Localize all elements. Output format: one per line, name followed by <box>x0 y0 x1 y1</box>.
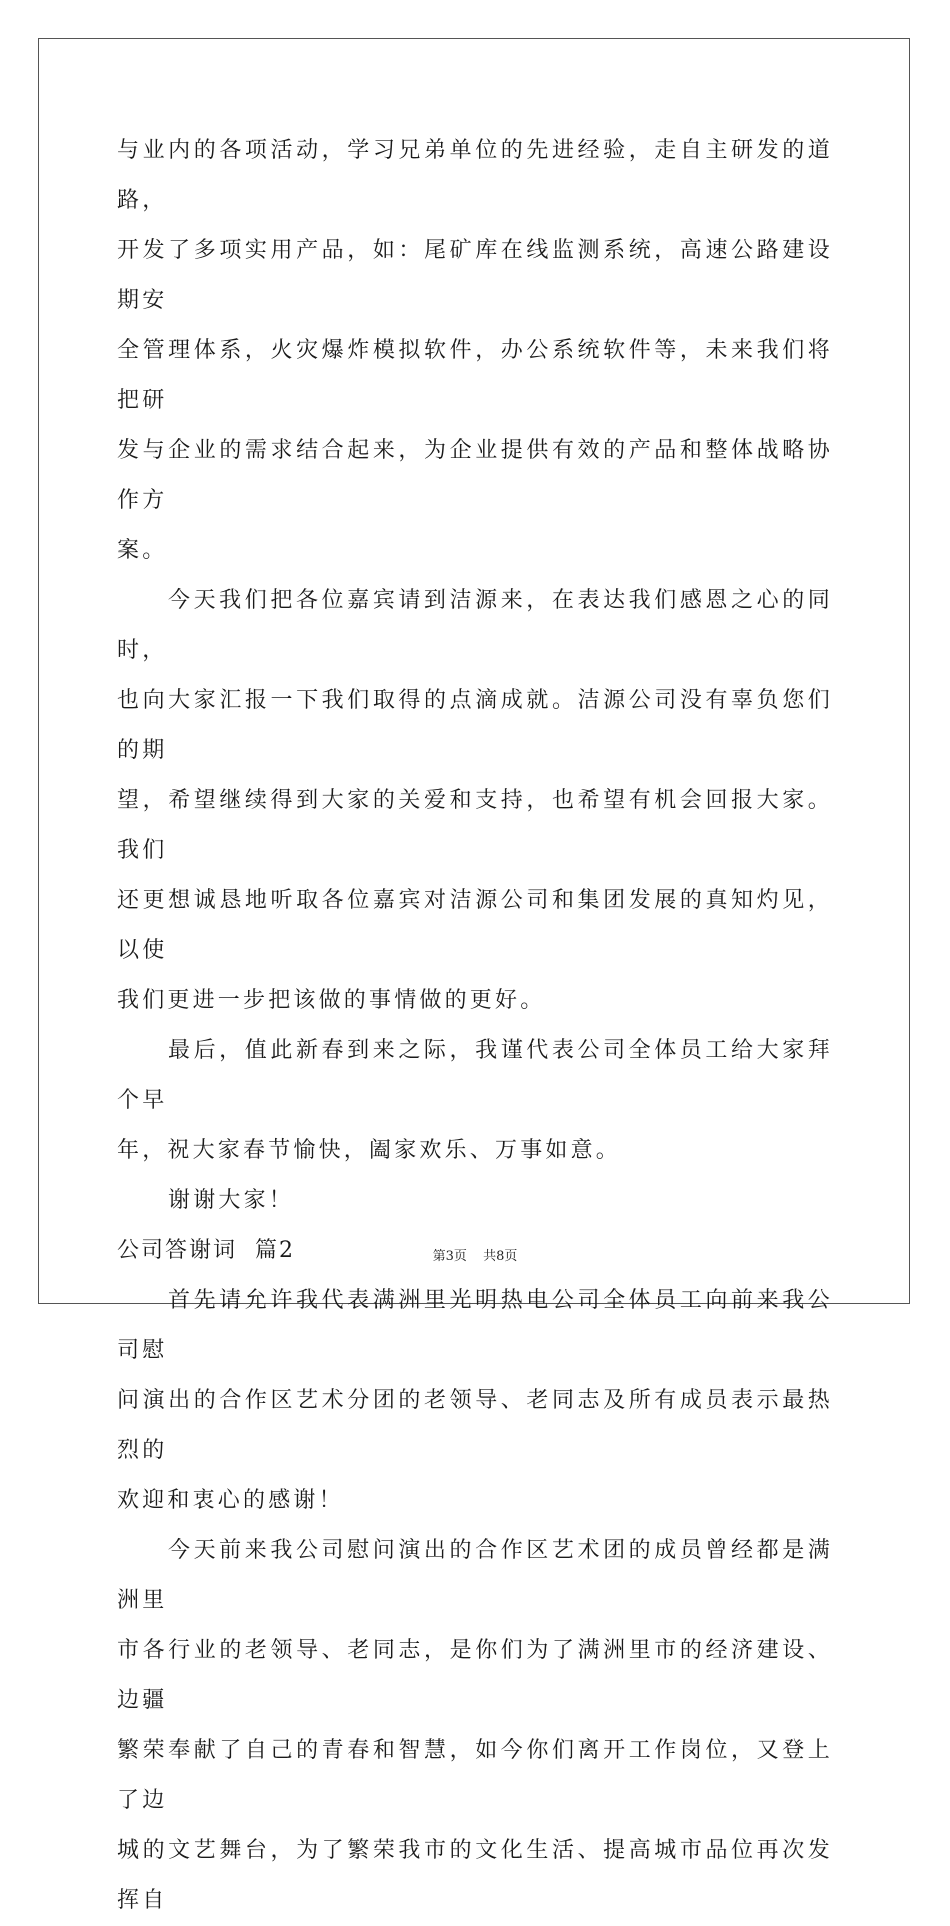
page-number: 第3页 <box>432 1249 467 1264</box>
text-line: 发与企业的需求结合起来，为企业提供有效的产品和整体战略协作方 <box>117 438 833 513</box>
document-body <box>117 126 833 1926</box>
text-line: 案。 <box>117 538 168 563</box>
text-line: 全管理体系，火灾爆炸模拟软件，办公系统软件等，未来我们将把研 <box>117 338 833 413</box>
text-line: 市各行业的老领导、老同志，是你们为了满洲里市的经济建设、边疆 <box>117 1638 833 1713</box>
text-line: 也向大家汇报一下我们取得的点滴成就。洁源公司没有辜负您们的期 <box>117 688 833 763</box>
text-line: 首先请允许我代表满洲里光明热电公司全体员工向前来我公司慰 <box>117 1288 833 1363</box>
page-footer <box>0 1245 950 1264</box>
text-line: 问演出的合作区艺术分团的老领导、老同志及所有成员表示最热烈的 <box>117 1388 833 1463</box>
section-heading: 公司答谢词 篇2 <box>117 1238 295 1263</box>
text-line: 我们更进一步把该做的事情做的更好。 <box>117 988 546 1013</box>
text-line: 年，祝大家春节愉快，阖家欢乐、万事如意。 <box>117 1138 622 1163</box>
text-line: 今天我们把各位嘉宾请到洁源来，在表达我们感恩之心的同时， <box>117 588 833 663</box>
text-line: 城的文艺舞台，为了繁荣我市的文化生活、提高城市品位再次发挥自 <box>117 1838 833 1913</box>
text-line: 最后，值此新春到来之际，我谨代表公司全体员工给大家拜个早 <box>117 1038 833 1113</box>
text-line: 还更想诚恳地听取各位嘉宾对洁源公司和集团发展的真知灼见，以使 <box>117 888 833 963</box>
text-line: 望，希望继续得到大家的关爱和支持，也希望有机会回报大家。我们 <box>117 788 833 863</box>
text-line: 开发了多项实用产品，如：尾矿库在线监测系统，高速公路建设期安 <box>117 238 833 313</box>
text-line: 今天前来我公司慰问演出的合作区艺术团的成员曾经都是满洲里 <box>117 1538 833 1613</box>
text-line: 与业内的各项活动，学习兄弟单位的先进经验，走自主研发的道路， <box>117 138 833 213</box>
text-line: 谢谢大家！ <box>168 1188 295 1213</box>
page-total: 共8页 <box>483 1249 518 1264</box>
text-line: 欢迎和衷心的感谢！ <box>117 1488 344 1513</box>
text-line: 繁荣奉献了自己的青春和智慧，如今你们离开工作岗位，又登上了边 <box>117 1738 833 1813</box>
